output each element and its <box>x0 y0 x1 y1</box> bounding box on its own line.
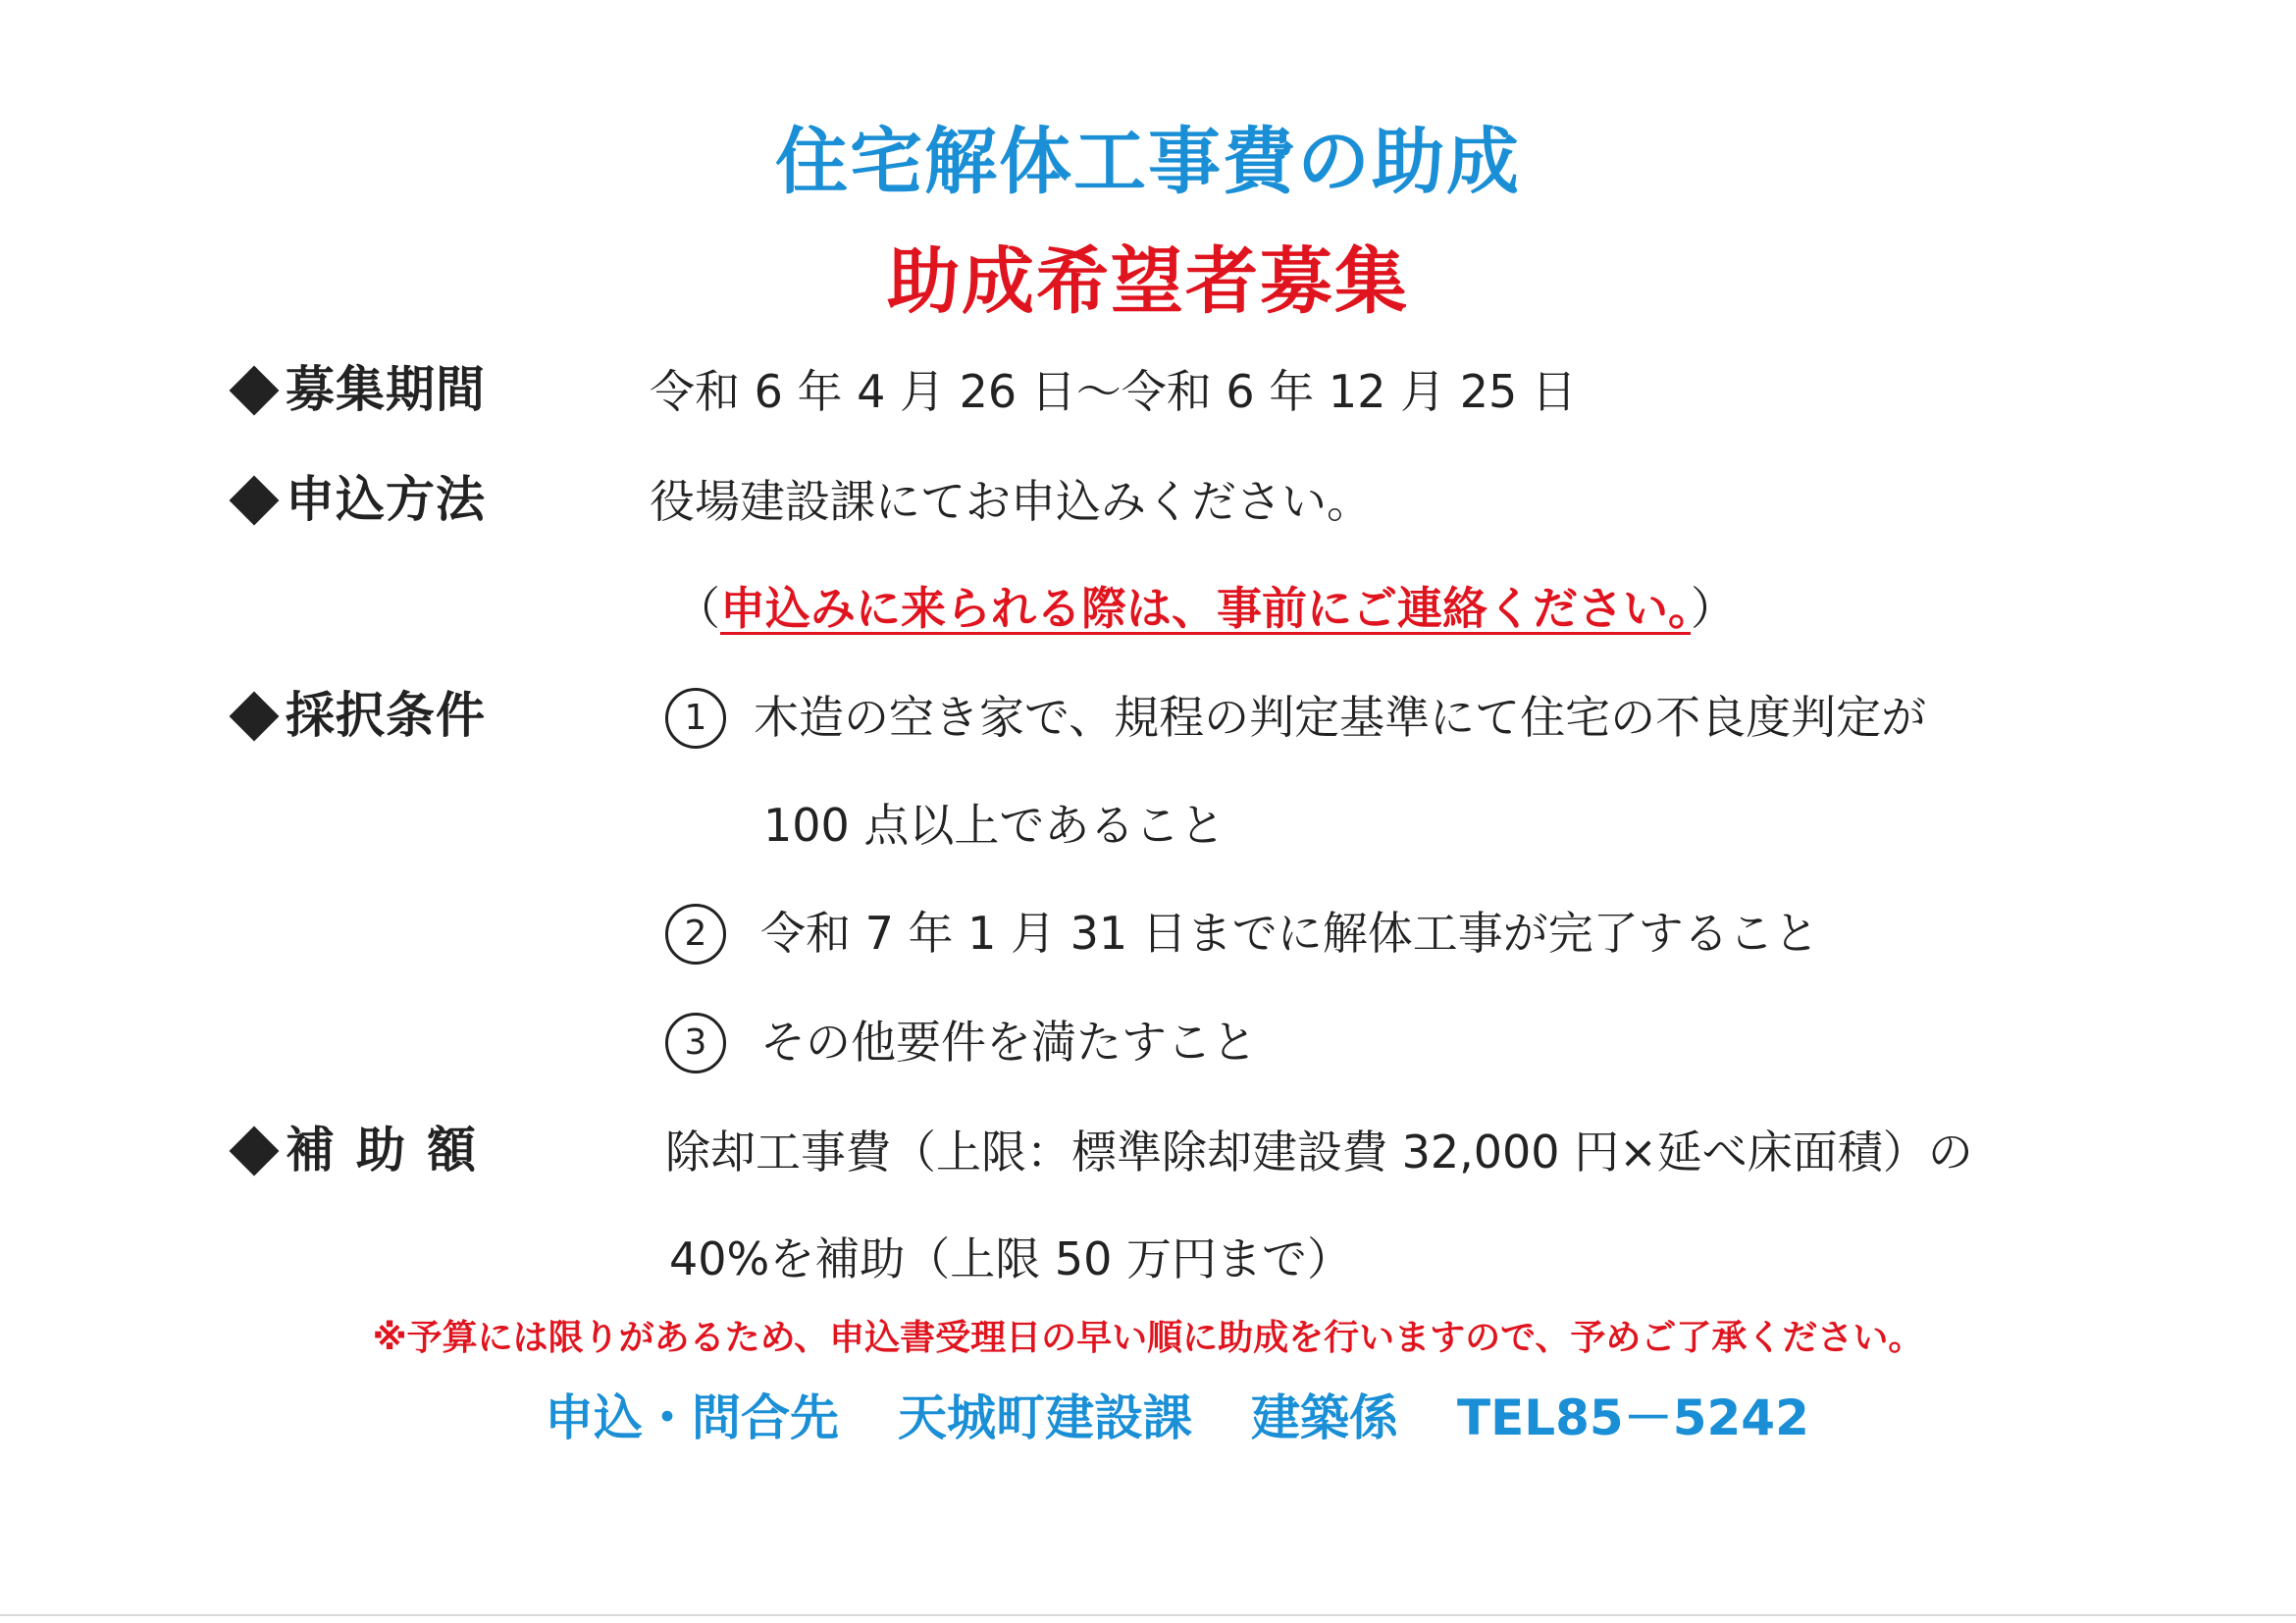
method-value: 役場建設課にてお申込みください。 <box>650 475 1372 528</box>
period-value: 令和 6 年 4 月 26 日～令和 6 年 12 月 25 日 <box>650 365 1577 418</box>
row-period <box>0 361 2296 434</box>
contact-section: 建築係 <box>1251 1389 1398 1446</box>
row-method <box>0 471 2296 544</box>
condition-2-line1: 令和 7 年 1 月 31 日までに解体工事が完了すること <box>760 907 1819 960</box>
contact-tel: TEL85－5242 <box>1457 1389 1809 1446</box>
amount-line1: 除却工事費（上限：標準除却建設費 32,000 円×延べ床面積）の <box>665 1126 1973 1178</box>
conditions-label: 採択条件 <box>231 691 486 740</box>
diamond-bullet-icon <box>230 1126 280 1176</box>
condition-1-line2: 100 点以上であること <box>763 799 1226 852</box>
method-notice <box>675 582 1736 635</box>
amount-line2: 40%を補助（上限 50 万円まで） <box>669 1232 1353 1285</box>
row-amount <box>0 1122 2296 1194</box>
notice-close-paren: ） <box>1691 582 1736 635</box>
diamond-bullet-icon <box>230 691 280 741</box>
condition-1-line1: 木造の空き家で、規程の判定基準にて住宅の不良度判定が <box>754 691 1927 744</box>
diamond-bullet-icon <box>230 475 280 525</box>
condition-number-1: 1 <box>665 688 726 749</box>
condition-number-2: 2 <box>665 904 726 965</box>
page-title: 住宅解体工事費の助成 <box>775 120 1521 204</box>
notice-open-paren: （ <box>675 582 720 635</box>
period-label: 募集期間 <box>231 365 486 414</box>
amount-label: 補助額 <box>231 1126 497 1175</box>
contact-dept: 天城町建設課 <box>898 1389 1192 1446</box>
contact-line <box>545 1389 1809 1446</box>
page-subtitle: 助成希望者募集 <box>887 239 1409 324</box>
budget-note: ※予算には限りがあるため、申込書受理日の早い順に助成を行いますので、予めご了承ください。 <box>372 1318 1924 1358</box>
diamond-bullet-icon <box>230 365 280 415</box>
condition-3-line1: その他要件を満たすこと <box>760 1016 1257 1069</box>
method-label: 申込方法 <box>231 475 486 524</box>
notice-text: 申込みに来られる際は、事前にご連絡ください。 <box>720 582 1691 635</box>
contact-label: 申込・問合先 <box>545 1389 839 1446</box>
scan-edge-line <box>0 1614 2296 1616</box>
condition-number-3: 3 <box>665 1013 726 1073</box>
